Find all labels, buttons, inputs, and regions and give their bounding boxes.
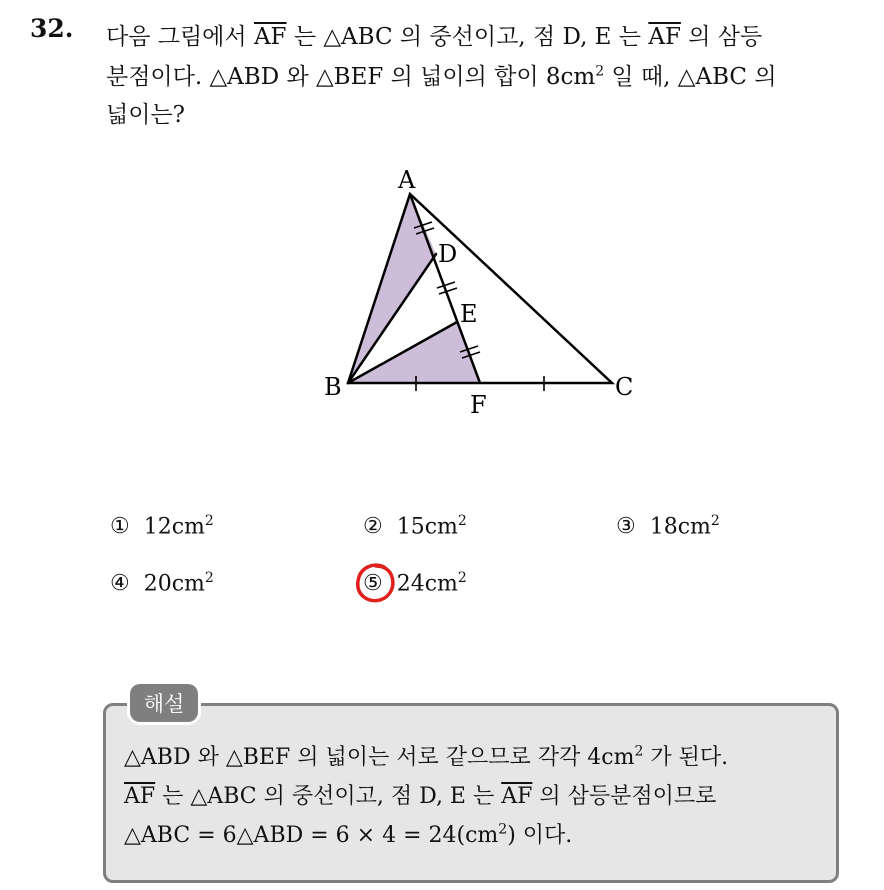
- question-text-line-1: [106, 18, 762, 51]
- superscript: 2: [498, 821, 508, 838]
- superscript: 2: [457, 513, 467, 529]
- choice-value: 20cm: [143, 571, 205, 597]
- choice-3[interactable]: [616, 513, 720, 539]
- solution-line-2: [124, 779, 716, 810]
- solution-line-1: [124, 740, 728, 771]
- superscript: 2: [595, 63, 605, 80]
- triangle-figure: [300, 150, 660, 430]
- superscript: 2: [634, 743, 644, 760]
- superscript: 2: [710, 513, 720, 529]
- label-c: C: [615, 373, 634, 401]
- choice-value: 18cm: [649, 514, 711, 540]
- choice-number: ②: [363, 514, 383, 540]
- question-text: 는 △ABC 의 중선이고, 점 D, E 는: [286, 24, 649, 50]
- segment-af: $\overline{AF}$: [124, 784, 156, 809]
- solution-text: 의 삼등분점이므로: [532, 784, 717, 809]
- solution-text: 가 된다.: [643, 745, 729, 770]
- answer-circle-mark: [354, 561, 398, 605]
- choice-number: ④: [110, 571, 130, 597]
- segment-af: $\overline{AF}$: [648, 24, 681, 50]
- label-e: E: [460, 300, 478, 328]
- choice-4[interactable]: [110, 570, 214, 596]
- label-d: D: [438, 240, 458, 268]
- segment-af: $\overline{AF}$: [253, 24, 287, 50]
- label-b: B: [324, 373, 342, 401]
- question-text: 의 삼등: [680, 24, 763, 50]
- superscript: 2: [204, 570, 214, 586]
- solution-line-3: [124, 818, 572, 849]
- choice-value: 15cm: [396, 514, 458, 540]
- segment-af: $\overline{AF}$: [501, 784, 533, 809]
- solution-tab: 해설: [130, 684, 198, 722]
- choice-number: ①: [110, 514, 130, 540]
- choice-1[interactable]: [110, 513, 214, 539]
- solution-text: ) 이다.: [507, 823, 573, 848]
- question-text-line-3: 넓이는?: [106, 102, 185, 128]
- choice-value: 12cm: [143, 514, 205, 540]
- solution-text: △ABC = 6△ABD = 6 × 4 = 24(cm: [124, 823, 499, 848]
- choice-2[interactable]: [363, 513, 467, 539]
- label-f: F: [470, 391, 487, 419]
- question-number: 32.: [30, 14, 74, 43]
- choice-number: ⑤: [363, 571, 383, 597]
- superscript: 2: [457, 570, 467, 586]
- solution-text: 는 △ABC 의 중선이고, 점 D, E 는: [155, 784, 502, 809]
- superscript: 2: [204, 513, 214, 529]
- tick-mark: [437, 282, 455, 288]
- solution-text: △ABD 와 △BEF 의 넓이는 서로 같으므로 각각 4cm: [124, 745, 635, 770]
- choice-number: ③: [616, 514, 636, 540]
- question-text: 분점이다. △ABD 와 △BEF 의 넓이의 합이 8cm: [106, 64, 596, 90]
- question-text: 다음 그림에서: [106, 24, 254, 50]
- choice-value: 24cm: [396, 571, 458, 597]
- label-a: A: [398, 166, 416, 194]
- question-text: 일 때, △ABC 의: [604, 64, 777, 90]
- question-text-line-2: [106, 58, 777, 91]
